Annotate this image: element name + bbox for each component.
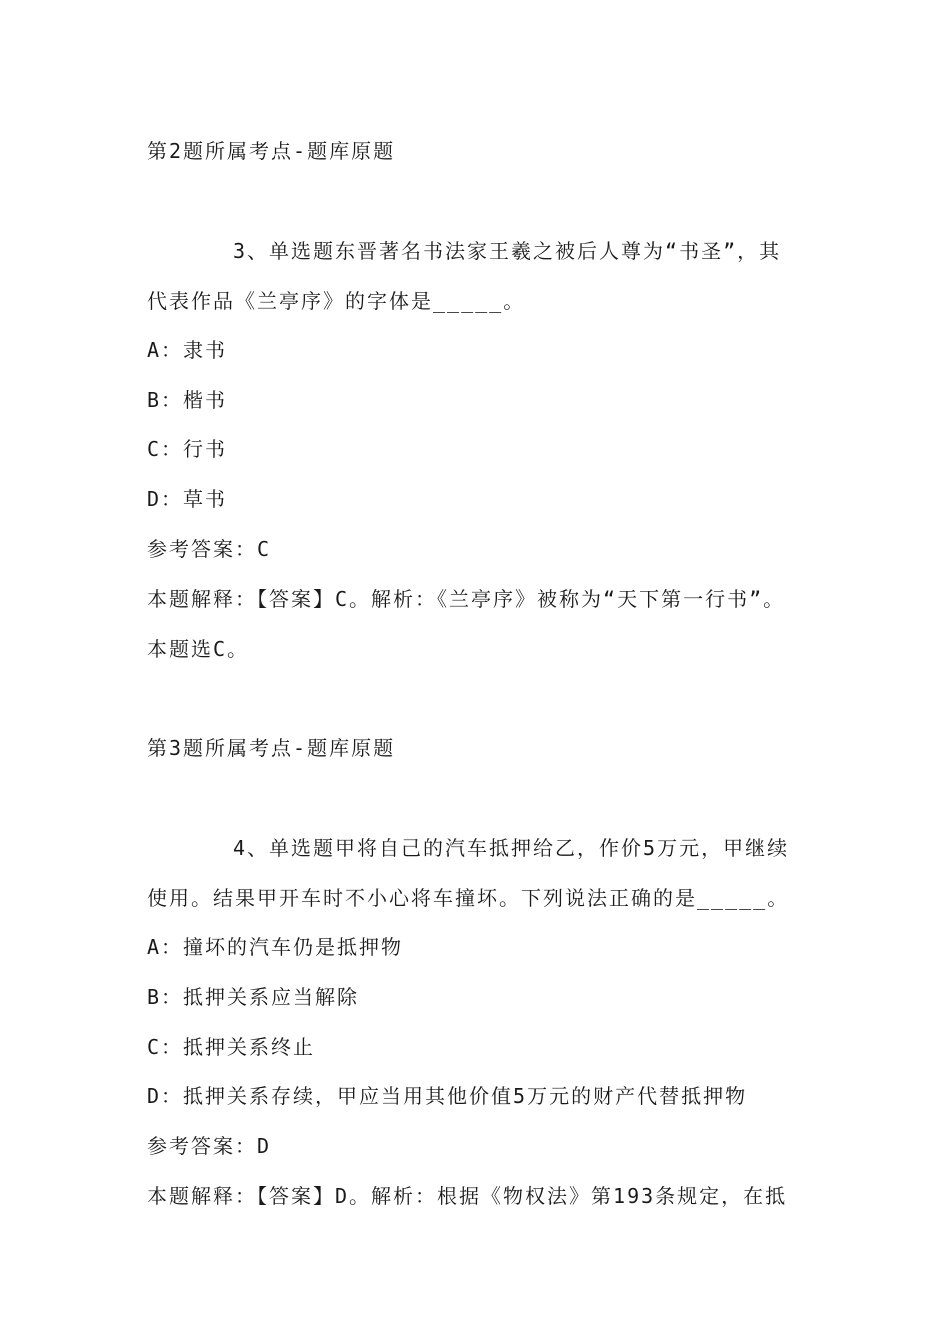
question-4-explanation-line1: 本题解释：【答案】D。解析：根据《物权法》第193条规定，在抵 <box>147 1184 788 1208</box>
question-3-option-b: B：楷书 <box>147 388 228 412</box>
question-3-option-a: A：隶书 <box>147 338 228 362</box>
question-3-explanation-line2: 本题选C。 <box>147 637 250 661</box>
question-4-option-b: B：抵押关系应当解除 <box>147 985 360 1009</box>
question-4-option-d: D：抵押关系存续，甲应当用其他价值5万元的财产代替抵押物 <box>147 1084 748 1108</box>
topic-label-q3: 第3题所属考点-题库原题 <box>147 736 396 760</box>
question-4-stem-line2: 使用。结果甲开车时不小心将车撞坏。下列说法正确的是_____。 <box>147 886 790 910</box>
question-4-option-a: A：撞坏的汽车仍是抵押物 <box>147 935 404 959</box>
question-4-answer: 参考答案：D <box>147 1134 272 1158</box>
question-3-option-d: D：草书 <box>147 487 228 511</box>
question-3-stem-line2: 代表作品《兰亭序》的字体是_____。 <box>147 289 526 313</box>
topic-label-q2: 第2题所属考点-题库原题 <box>147 139 396 163</box>
question-3-explanation-line1: 本题解释：【答案】C。解析：《兰亭序》被称为“天下第一行书”。 <box>147 587 786 611</box>
question-3-stem-line1: 3、单选题东晋著名书法家王羲之被后人尊为“书圣”，其 <box>233 239 782 263</box>
question-3-option-c: C：行书 <box>147 437 228 461</box>
question-3-answer: 参考答案：C <box>147 537 272 561</box>
question-4-stem-line1: 4、单选题甲将自己的汽车抵押给乙，作价5万元，甲继续 <box>233 836 790 860</box>
question-4-option-c: C：抵押关系终止 <box>147 1035 316 1059</box>
